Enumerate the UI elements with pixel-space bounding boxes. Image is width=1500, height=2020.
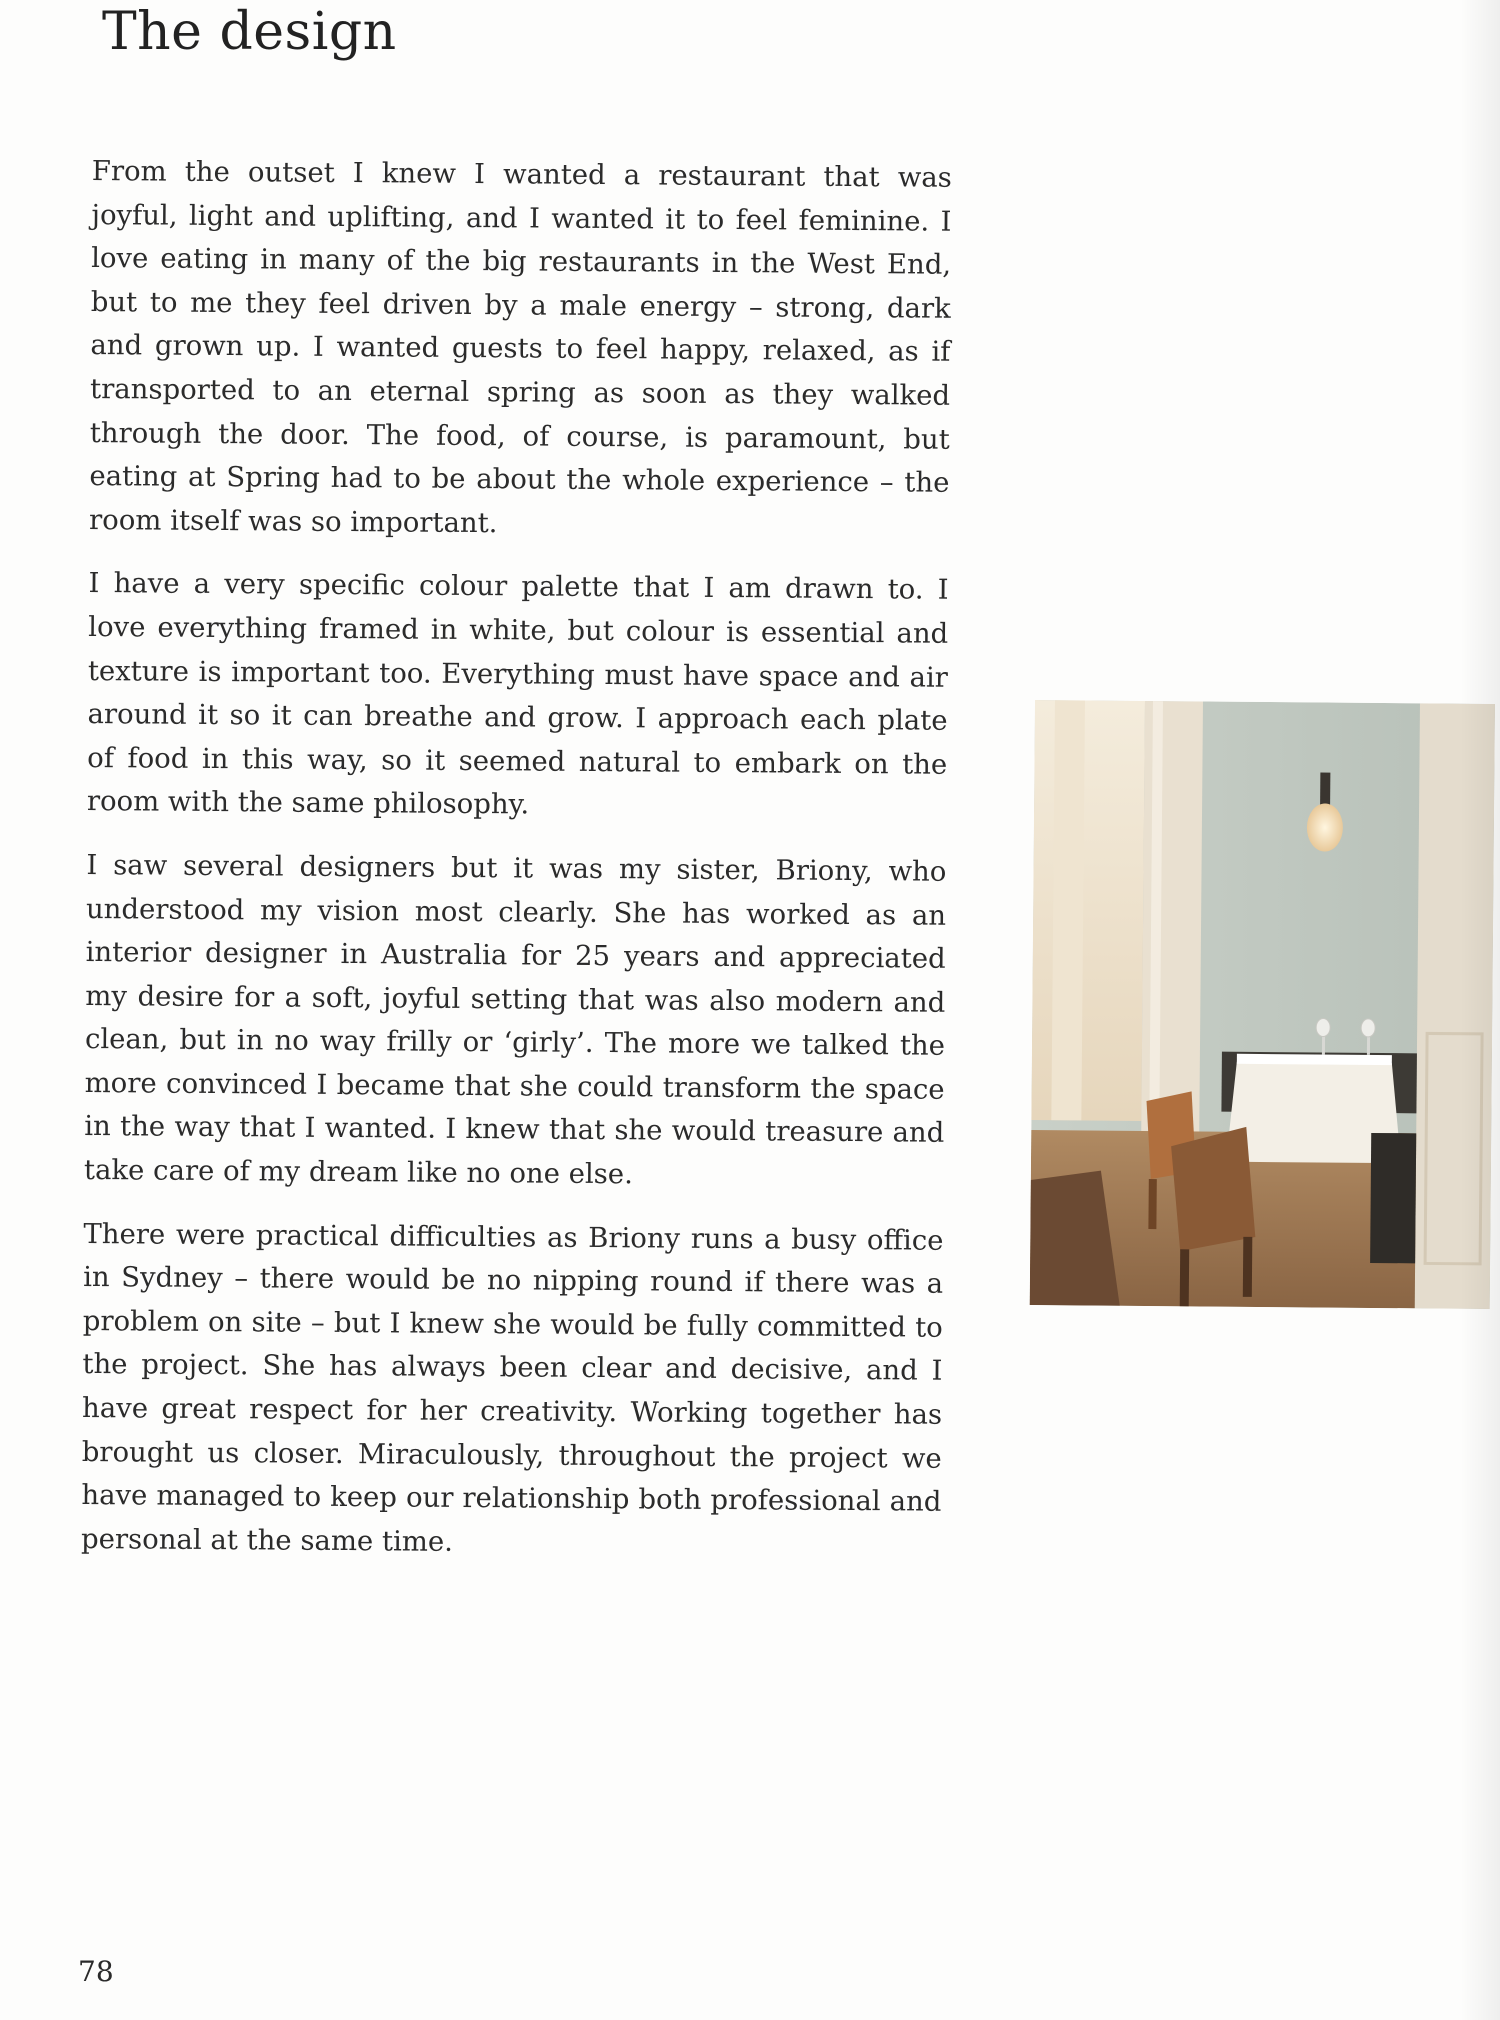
body-text	[81, 150, 952, 1588]
restaurant-interior-photo	[1030, 700, 1495, 1309]
paragraph: From the outset I knew I wanted a restaurant that was joyful, light and uplifting, and I wanted it to feel feminine. I love eating in many of the big restaurants in the West End, but to me they feel driven by a male energy – strong, dark and grown up. I wanted guests to feel happy, relaxed, as if transported to an eternal spring as soon as they walked through the door. The food, of course, is paramount, but eating at Spring had to be about the whole experience – the room itself was so important.	[88, 154, 952, 539]
paragraph: I have a very specific colour palette that I am drawn to. I love everything framed in white, but colour is essential and texture is important too. Everything must have space and air around it so it can breathe and grow. I approach each plate of food in this way, so it seemed natural to embark on the room with the same philosophy.	[86, 567, 949, 821]
page-number: 78	[78, 1955, 114, 1988]
paragraph: There were practical difficulties as Briony runs a busy office in Sydney – there would be no nipping round if there was a problem on site – but I knew she would be fully committed to the project. She has always been clear and decisive, and I have great respect for her creativity. Working together has brought us closer. Miraculously, throughout the project we have managed to keep our relationship both professional and personal at the same time.	[80, 1217, 944, 1558]
page-edge-shadow	[1460, 0, 1500, 2020]
paragraph: I saw several designers but it was my sister, Briony, who understood my vision most clearly. She has worked as an interior designer in Australia for 25 years and appreciated my desire for a soft, joyful setting that was also modern and clean, but in no way frilly or ‘girly’. The more we talked the more convinced I became that she could transform the space in the way that I wanted. I knew that she would treasure and take care of my dream like no one else.	[83, 848, 947, 1191]
page-title: The design	[102, 2, 397, 62]
